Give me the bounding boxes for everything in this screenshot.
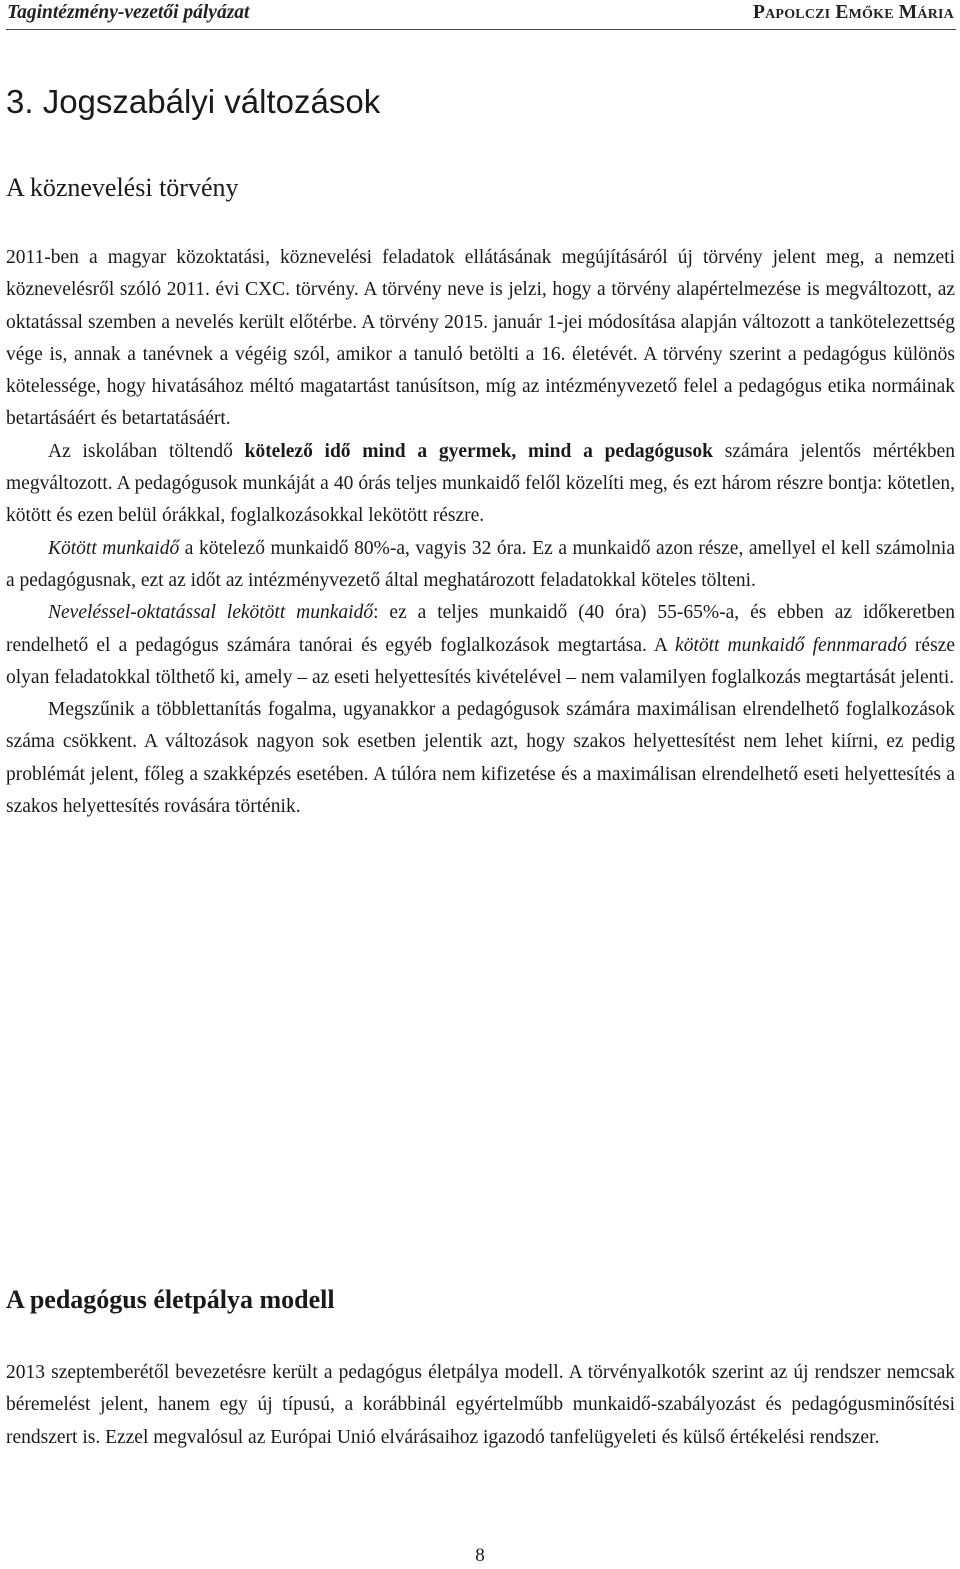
- text-run: a kötelező munkaidő 80%-a, vagyis 32 óra. Ez a munkaidő azon része, amellyel el kell számolnia a pedagógusnak, ezt az időt az intézményvezető által meghatározott feladatokkal köteles tölteni.: [6, 537, 955, 591]
- section-heading-public-education-act: A köznevelési törvény: [6, 173, 239, 202]
- text-run: számára jelentős mértékben megváltozott. A pedagógusok munkáját a 40 órás teljes munkaidő felől közelíti meg, és ezt három részre bontja: kötetlen, kötött és ezen belül órákkal, foglalkozásokkal lekötött részre.: [6, 440, 955, 527]
- section-heading-career-model: A pedagógus életpálya modell: [6, 1285, 335, 1314]
- section-body-career-model: [6, 1357, 955, 1454]
- chapter-title: 3. Jogszabályi változások: [6, 83, 381, 120]
- italic-text-run: Neveléssel-oktatással lekötött munkaidő: [48, 602, 374, 624]
- paragraph-bound-working-time: [6, 533, 955, 598]
- bold-text-run: kötelező idő mind a gyermek, mind a pedagógusok: [244, 440, 713, 462]
- paragraph-career-model: 2013 szeptemberétől bevezetésre került a pedagógus életpálya modell. A törvényalkotók szerint az új rendszer nemcsak béremelést jelent, hanem egy új típusú, a korábbinál egyértelműbb munkaidő-szabályozást és pedagógusminősítési rendszert is. Ezzel megvalósul az Európai Unió elvárásaihoz igazodó tanfelügyeleti és külső értékelési rendszer.: [6, 1362, 955, 1448]
- header-document-title: Tagintézmény-vezetői pályázat: [7, 2, 250, 23]
- paragraph-mandatory-time: [6, 436, 955, 533]
- page-number: 8: [475, 1545, 485, 1566]
- paragraph-teaching-time: [6, 597, 955, 694]
- text-run: : ez a teljes munkaidő (40 óra) 55-65%-a, és ebben az időkeretben rendelhető el a pedagógus számára tanórai és egyéb foglalkozások megtartása. A: [6, 602, 955, 656]
- paragraph-extra-teaching: Megszűnik a többlettanítás fogalma, ugyanakkor a pedagógusok számára maximálisan elrendelhető foglalkozások száma csökkent. A változások nagyon sok esetben jelentik azt, hogy szakos helyettesítést nem lehet kiírni, ez pedig problémát jelent, főleg a szakképzés esetében. A túlóra nem kifizetése és a maximálisan elrendelhető eseti helyettesítés a szakos helyettesítés rovására történik.: [6, 699, 955, 818]
- text-run: része olyan feladatokkal tölthető ki, amely – az eseti helyettesítés kivételével – nem valamilyen foglalkozás megtartását jelenti.: [6, 634, 955, 688]
- section-body-public-education-act: [6, 242, 955, 823]
- paragraph-intro: 2011-ben a magyar közoktatási, köznevelési feladatok ellátásának megújításáról új törvény jelent meg, a nemzeti köznevelésről szóló 2011. évi CXC. törvény. A törvény neve is jelzi, hogy a törvény alapértelmezése is megváltozott, az oktatással szemben a nevelés került előtérbe. A törvény 2015. január 1-jei módosítása alapján változott a tankötelezettség vége is, annak a tanévnek a végéig szól, amikor a tanuló betölti a 16. életévét. A törvény szerint a pedagógus különös kötelessége, hogy hivatásához méltó magatartást tanúsítson, míg az intézményvezető felel a pedagógus etika normáinak betartásáért és betartatásáért.: [6, 247, 955, 430]
- italic-text-run: Kötött munkaidő: [48, 537, 180, 559]
- text-run: Az iskolában töltendő: [48, 440, 245, 462]
- page-header: [0, 0, 960, 30]
- italic-text-run: kötött munkaidő fennmaradó: [675, 634, 907, 656]
- header-divider: [6, 29, 956, 30]
- header-author-name: Papolczi Emőke Mária: [753, 2, 954, 23]
